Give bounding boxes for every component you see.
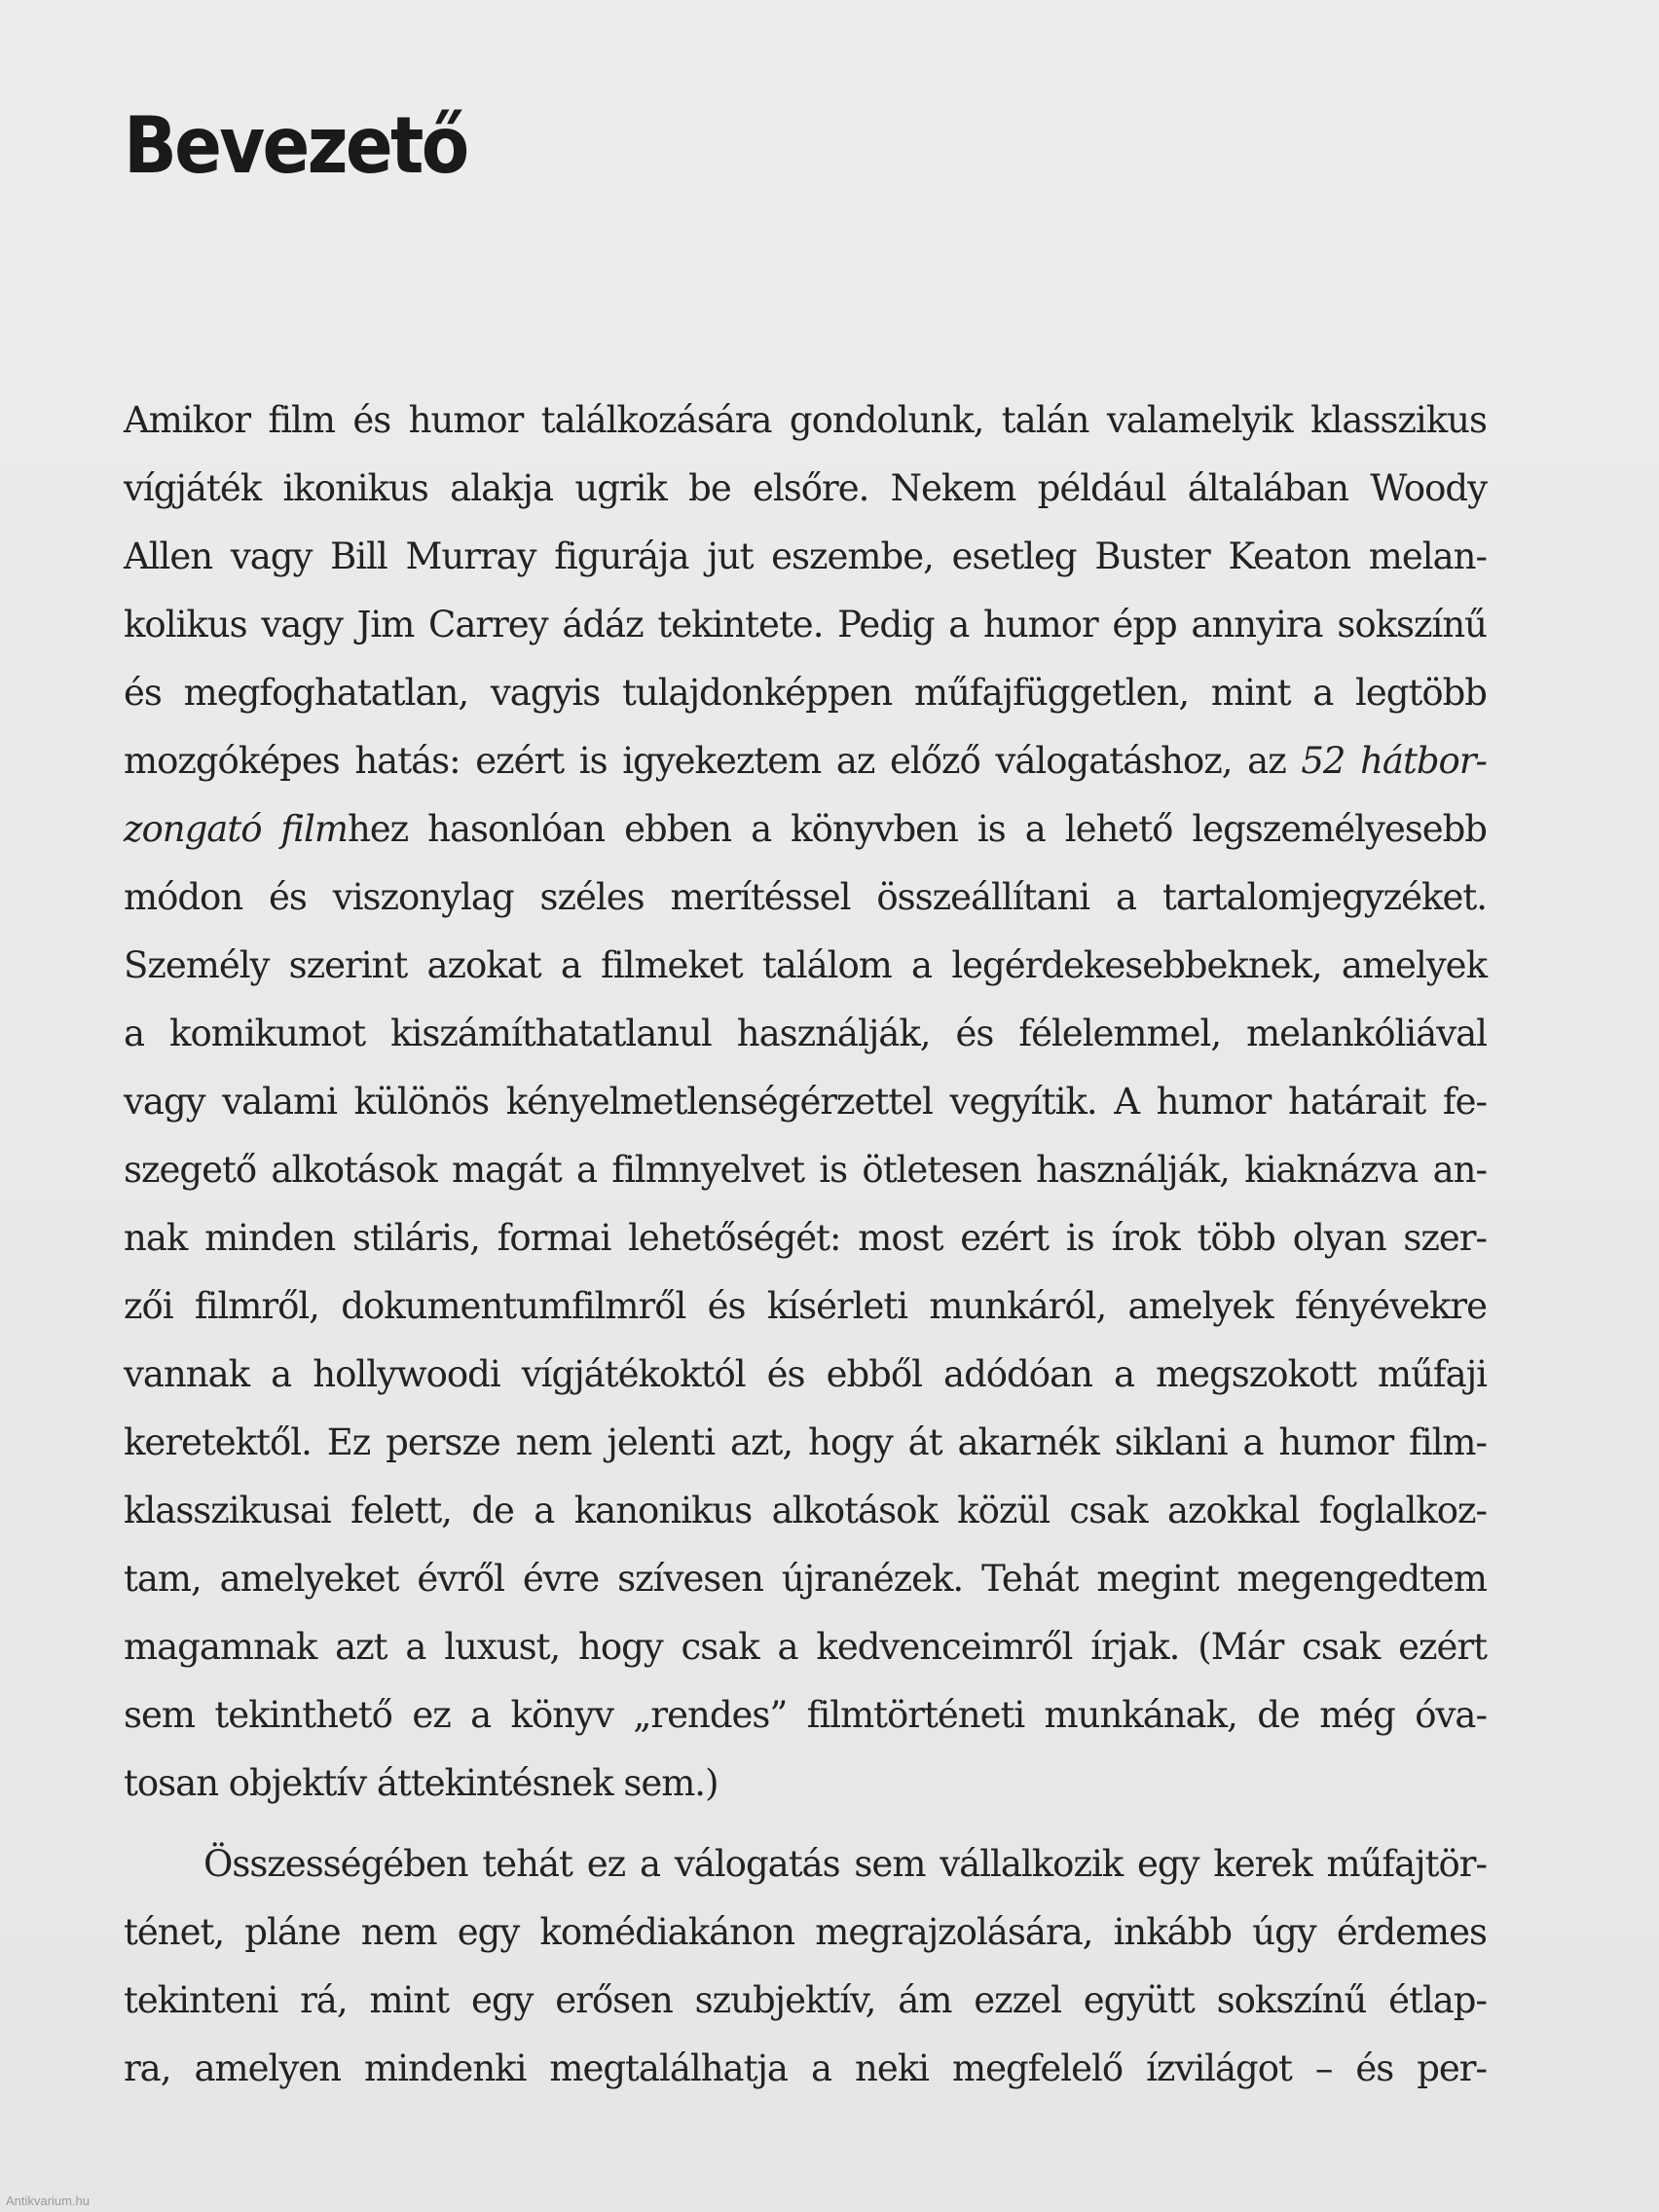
italic-book-title: zongató film <box>124 808 348 850</box>
text-line: zői filmről, dokumentumfilmről és kísérleti munkáról, amelyek fényévekre <box>124 1285 1487 1327</box>
text-line: tekinteni rá, mint egy erősen szubjektív, ám ezzel együtt sokszínű étlap- <box>124 1979 1487 2021</box>
text-line: módon és viszonylag széles merítéssel összeállítani a tartalomjegyzéket. <box>124 876 1487 918</box>
text-segment: mozgóképes hatás: ezért is igyekeztem az előző válogatáshoz, az <box>124 740 1302 782</box>
text-line-indented: Összességében tehát ez a válogatás sem vállalkozik egy kerek műfajtör- <box>203 1843 1487 1885</box>
text-line: vígjáték ikonikus alakja ugrik be elsőre. Nekem például általában Woody <box>124 467 1487 509</box>
text-line: vannak a hollywoodi vígjátékoktól és ebből adódóan a megszokott műfaji <box>124 1353 1487 1395</box>
text-line: a komikumot kiszámíthatatlanul használják, és félelemmel, melankóliával <box>124 1013 1487 1054</box>
text-line: magamnak azt a luxust, hogy csak a kedvenceimről írjak. (Már csak ezért <box>124 1626 1487 1668</box>
text-line: kolikus vagy Jim Carrey ádáz tekintete. Pedig a humor épp annyira sokszínű <box>124 604 1487 645</box>
text-line <box>124 795 1487 864</box>
text-line: klasszikusai felett, de a kanonikus alkotások közül csak azokkal foglalkoz- <box>124 1490 1487 1531</box>
text-line: keretektől. Ez persze nem jelenti azt, hogy át akarnék siklani a humor film- <box>124 1421 1487 1463</box>
text-line: vagy valami különös kényelmetlenségérzettel vegyítik. A humor határait fe- <box>124 1081 1487 1123</box>
text-line: tam, amelyeket évről évre szívesen újranézek. Tehát megint megengedtem <box>124 1558 1487 1600</box>
text-line: ténet, pláne nem egy komédiakánon megrajzolására, inkább úgy érdemes <box>124 1911 1487 1953</box>
italic-book-title: 52 hátbor- <box>1301 740 1488 782</box>
text-line <box>124 727 1487 795</box>
text-line: sem tekinthető ez a könyv „rendes” filmtörténeti munkának, de még óva- <box>124 1694 1487 1736</box>
text-line: nak minden stiláris, formai lehetőségét: most ezért is írok több olyan szer- <box>124 1217 1487 1259</box>
text-line: szegető alkotások magát a filmnyelvet is ötletesen használják, kiaknázva an- <box>124 1149 1487 1191</box>
text-line: Személy szerint azokat a filmeket találom a legérdekesebbeknek, amelyek <box>124 944 1487 986</box>
paragraph-1 <box>124 387 1487 1818</box>
text-line: és megfoghatatlan, vagyis tulajdonképpen műfajfüggetlen, mint a legtöbb <box>124 672 1487 714</box>
chapter-heading: Bevezető <box>124 100 467 191</box>
text-line-last: tosan objektív áttekintésnek sem.) <box>124 1762 719 1804</box>
text-line: Amikor film és humor találkozására gondolunk, talán valamelyik klasszikus <box>124 399 1487 441</box>
text-line: ra, amelyen mindenki megtalálhatja a neki megfelelő ízvilágot – és per- <box>124 2047 1487 2089</box>
text-line: Allen vagy Bill Murray figurája jut eszembe, esetleg Buster Keaton melan- <box>124 535 1487 577</box>
text-segment: hez hasonlóan ebben a könyvben is a lehető legszemélyesebb <box>347 808 1487 850</box>
paragraph-2 <box>124 1830 1487 2103</box>
watermark: Antikvarium.hu <box>6 2194 90 2208</box>
